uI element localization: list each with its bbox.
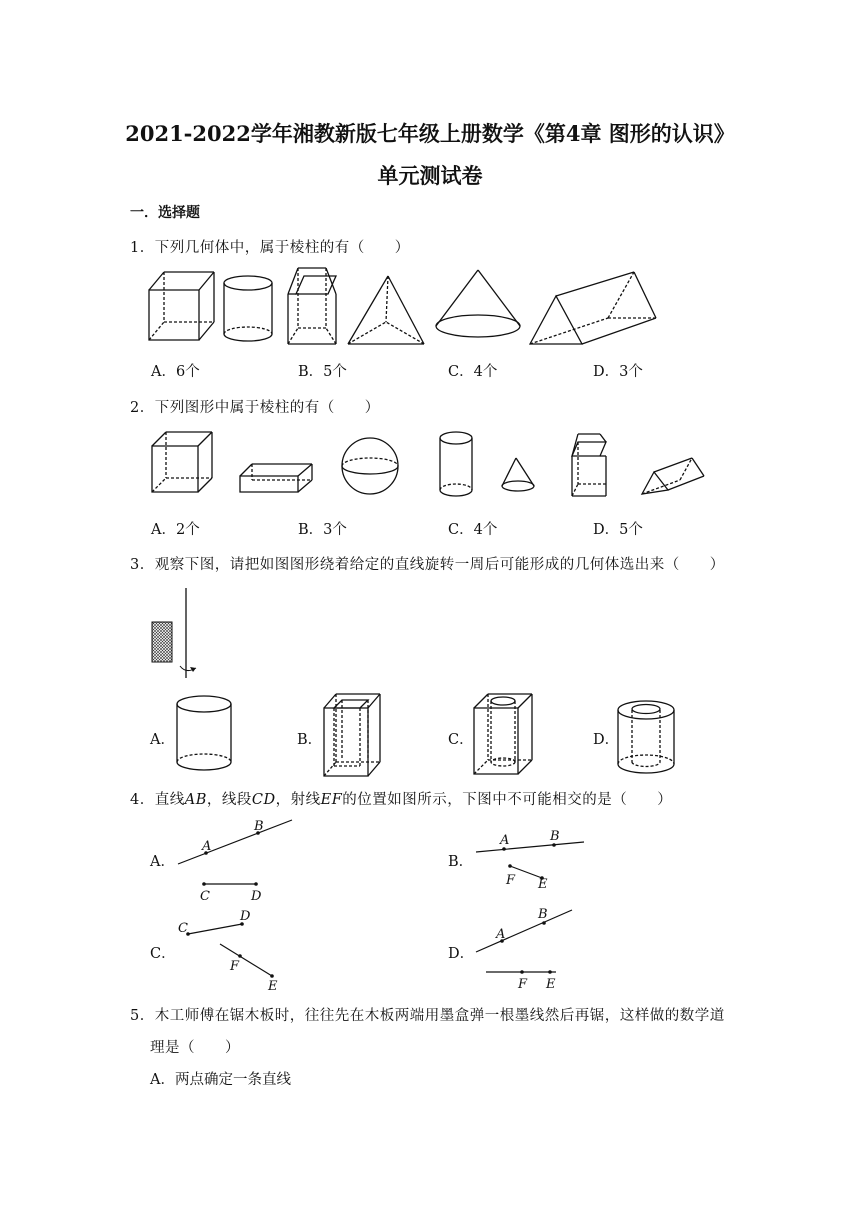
q1-option-b[interactable]: B．5个 — [298, 364, 347, 380]
frustum-icon — [288, 268, 336, 344]
point-label: A — [202, 839, 212, 854]
q2-figures — [146, 428, 708, 500]
q3-option-c[interactable]: C． — [448, 732, 474, 748]
q4-figure-d — [474, 904, 578, 994]
square-prism-icon — [572, 434, 606, 496]
q4-option-c[interactable]: C． — [150, 946, 176, 962]
triangular-prism-icon — [642, 458, 704, 494]
q1-figures — [140, 266, 670, 350]
cylinder-icon — [440, 432, 472, 496]
cylinder-icon — [224, 276, 272, 341]
pyramid-icon — [348, 276, 424, 344]
point-label: B — [550, 829, 560, 844]
q1-option-a[interactable]: A．6个 — [151, 364, 200, 380]
point-label: D — [251, 889, 262, 904]
page-subtitle: 单元测试卷 — [377, 163, 483, 188]
q4-figure-a — [176, 814, 296, 904]
question-2-stem: 2．下列图形中属于棱柱的有（ ） — [130, 400, 380, 416]
q1-option-c[interactable]: C．4个 — [448, 364, 498, 380]
q2-option-c[interactable]: C．4个 — [448, 522, 498, 538]
point-label: F — [506, 873, 516, 888]
section-heading: 一．选择题 — [130, 205, 200, 221]
triangular-prism-icon — [530, 272, 656, 344]
question-5-stem-line1: 5．木工师傅在锯木板时，往往先在木板两端用墨盒弹一根墨线然后再锯，这样做的数学道 — [130, 1008, 725, 1024]
q2-option-b[interactable]: B．3个 — [298, 522, 347, 538]
question-5-stem-line2: 理是（ ） — [150, 1040, 240, 1056]
q3-option-a[interactable]: A． — [150, 732, 175, 748]
q4-option-a[interactable]: A． — [150, 854, 175, 870]
q2-option-d[interactable]: D．5个 — [593, 522, 643, 538]
question-1-stem: 1．下列几何体中，属于棱柱的有（ ） — [130, 240, 410, 256]
cuboid-icon — [240, 464, 312, 492]
page-title: 2021-2022学年湘教新版七年级上册数学《第4章 图形的认识》 — [125, 121, 735, 146]
point-label: E — [268, 979, 278, 994]
cube-icon — [149, 272, 214, 340]
q4-figure-b — [474, 826, 590, 892]
q3-option-b[interactable]: B． — [297, 732, 323, 748]
cone-icon — [436, 270, 520, 337]
prism-with-hole-icon — [474, 694, 532, 774]
point-label: C — [200, 889, 210, 904]
point-label: E — [546, 977, 556, 992]
q3-option-d[interactable]: D． — [593, 732, 620, 748]
point-label: B — [254, 819, 264, 834]
point-label: F — [230, 959, 240, 974]
point-label: E — [538, 877, 548, 892]
cube-icon — [152, 432, 212, 492]
point-label: D — [240, 909, 251, 924]
sphere-icon — [342, 438, 398, 494]
hollow-cylinder-icon — [618, 701, 674, 773]
q4-option-d[interactable]: D． — [448, 946, 475, 962]
point-label: A — [500, 833, 510, 848]
q2-option-a[interactable]: A．2个 — [151, 522, 200, 538]
rotating-rectangle-icon — [146, 586, 206, 680]
cylinder-icon — [177, 696, 231, 770]
cone-icon — [502, 458, 534, 491]
q1-option-d[interactable]: D．3个 — [593, 364, 643, 380]
question-3-stem: 3．观察下图，请把如图图形绕着给定的直线旋转一周后可能形成的几何体选出来（ ） — [130, 557, 725, 573]
point-label: F — [518, 977, 528, 992]
q3-option-figures — [170, 692, 680, 780]
point-label: C — [178, 921, 188, 936]
point-label: B — [538, 907, 548, 922]
q5-option-a[interactable]: A．两点确定一条直线 — [150, 1072, 291, 1088]
point-label: A — [496, 927, 506, 942]
q4-option-b[interactable]: B． — [448, 854, 474, 870]
question-4-stem: 4．直线AB，线段CD，射线EF的位置如图所示，下图中不可能相交的是（ ） — [130, 792, 673, 808]
hollow-prism-icon — [324, 694, 380, 776]
q4-figure-c — [176, 906, 286, 994]
